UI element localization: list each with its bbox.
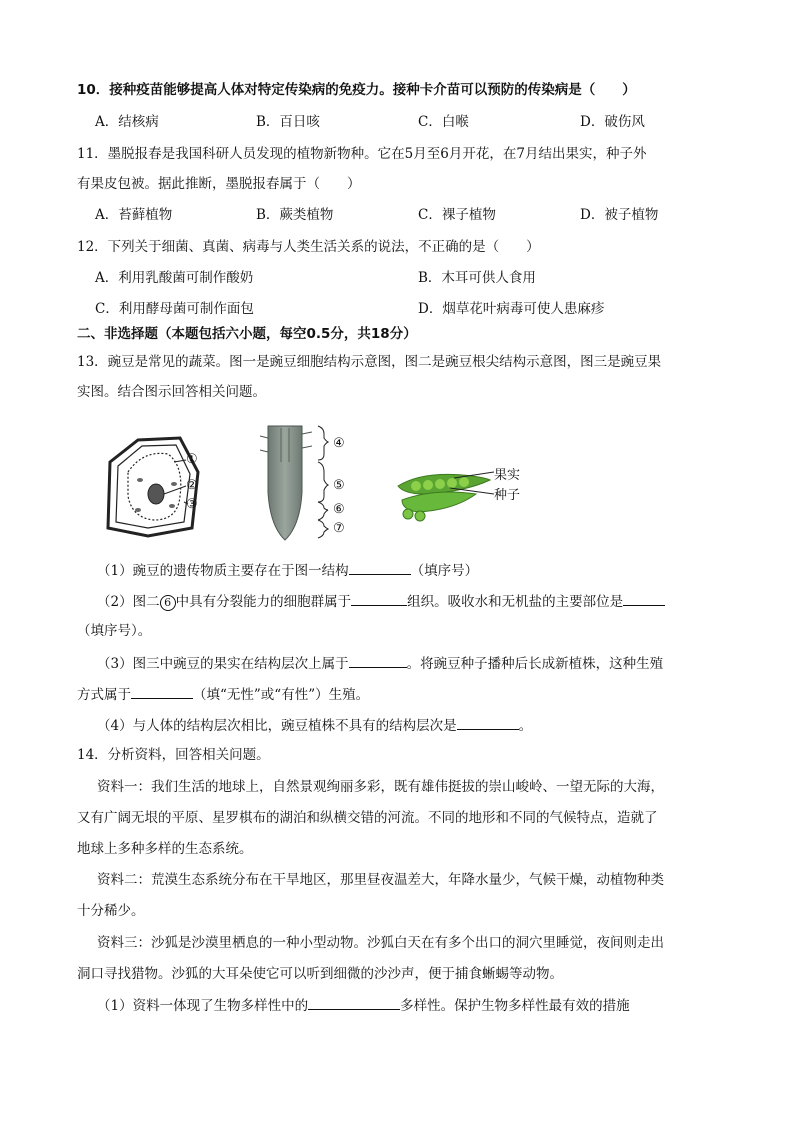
figure-root-tip xyxy=(258,422,338,544)
answer-blank[interactable] xyxy=(623,591,665,606)
fig2-label-5: ⑤ xyxy=(333,478,345,493)
q13-part3: （3）图三中豌豆的果实在结构层次上属于 。将豌豆种子播种后长成新植株，这种生殖 xyxy=(97,653,663,674)
q12-option-a: A．利用乳酸菌可制作酸奶 xyxy=(95,270,254,286)
answer-blank[interactable] xyxy=(131,684,193,699)
q13-stem-line1: 13．豌豆是常见的蔬菜。图一是豌豆细胞结构示意图，图二是豌豆根尖结构示意图，图三是豌豆果 xyxy=(77,354,662,370)
fig2-label-7: ⑦ xyxy=(333,521,345,536)
q11-option-b: B．蕨类植物 xyxy=(256,207,334,223)
q14-material1-line1: 资料一：我们生活的地球上，自然景观绚丽多彩，既有雄伟挺拔的崇山峻岭、一望无际的大海， xyxy=(97,779,664,795)
q12-option-c: C．利用酵母菌可制作面包 xyxy=(95,301,254,317)
q12-option-b: B．木耳可供人食用 xyxy=(418,270,536,286)
answer-blank[interactable] xyxy=(349,560,411,575)
q10-option-d: D．破伤风 xyxy=(580,114,645,130)
q13-part2-cont: （填序号）。 xyxy=(77,623,152,639)
answer-blank[interactable] xyxy=(351,591,407,606)
fig1-label-1: ① xyxy=(186,452,198,467)
answer-blank[interactable] xyxy=(349,653,407,668)
q14-material3-line1: 资料三：沙狐是沙漠里栖息的一种小型动物。沙狐白天在有多个出口的洞穴里睡觉，夜间则走出 xyxy=(97,935,664,951)
figure-plant-cell xyxy=(98,432,220,542)
q10-option-a: A．结核病 xyxy=(95,114,159,130)
fig3-label-seed: 种子 xyxy=(494,488,521,503)
q14-material1-line3: 地球上多种多样的生态系统。 xyxy=(77,841,253,857)
q14-material2-line1: 资料二：荒漠生态系统分布在干旱地区，那里昼夜温差大，年降水量少，气候干燥，动植物种类 xyxy=(97,872,664,888)
q11-stem-line1: 11．墨脱报春是我国科研人员发现的植物新物种。它在5月至6月开花，在7月结出果实，种子外 xyxy=(77,146,647,162)
q14-stem: 14．分析资料，回答相关问题。 xyxy=(77,747,270,763)
fig1-label-3: ③ xyxy=(186,497,198,512)
fig2-label-4: ④ xyxy=(333,436,345,451)
q12-option-d: D．烟草花叶病毒可使人患麻疹 xyxy=(418,301,605,317)
q11-option-a: A．苔藓植物 xyxy=(95,207,173,223)
q10-stem: 10．接种疫苗能够提高人体对特定传染病的免疫力。接种卡介苗可以预防的传染病是（ ） xyxy=(77,82,636,98)
q12-stem: 12．下列关于细菌、真菌、病毒与人类生活关系的说法，不正确的是（ ） xyxy=(77,239,540,255)
q13-part1: （1）豌豆的遗传物质主要存在于图一结构 （填序号） xyxy=(97,560,478,581)
answer-blank[interactable] xyxy=(308,995,400,1010)
q14-part1: （1）资料一体现了生物多样性中的 多样性。保护生物多样性最有效的措施 xyxy=(97,995,630,1016)
q13-part3-cont: 方式属于 （填“无性”或“有性”）生殖。 xyxy=(77,684,369,705)
q13-part4: （4）与人体的结构层次相比，豌豆植株不具有的结构层次是 。 xyxy=(97,715,532,736)
q14-material2-line2: 十分稀少。 xyxy=(77,903,145,919)
fig1-label-2: ② xyxy=(186,478,198,493)
q10-option-c: C．白喉 xyxy=(418,114,469,130)
q13-part2: （2）图二 6 中具有分裂能力的细胞群属于 组织。吸收水和无机盐的主要部位是 xyxy=(97,591,665,612)
q11-stem-line2: 有果皮包被。据此推断，墨脱报春属于（ ） xyxy=(77,176,361,192)
section-heading: 二、非选择题（本题包括六小题，每空0.5分，共18分） xyxy=(77,326,417,342)
circled-number-6: 6 xyxy=(160,595,176,611)
fig3-label-fruit: 果实 xyxy=(494,468,521,483)
q14-material3-line2: 洞口寻找猎物。沙狐的大耳朵使它可以听到细微的沙沙声，便于捕食蜥蜴等动物。 xyxy=(77,966,563,982)
q10-option-b: B．百日咳 xyxy=(256,114,320,130)
q13-stem-line2: 实图。结合图示回答相关问题。 xyxy=(77,384,266,400)
q14-material1-line2: 又有广阔无垠的平原、星罗棋布的湖泊和纵横交错的河流。不同的地形和不同的气候特点，造就了 xyxy=(77,810,658,826)
figure-pea-pod xyxy=(394,466,494,524)
fig2-label-6: ⑥ xyxy=(333,502,345,517)
q11-option-d: D．被子植物 xyxy=(580,207,659,223)
q11-option-c: C．裸子植物 xyxy=(418,207,496,223)
answer-blank[interactable] xyxy=(457,715,519,730)
